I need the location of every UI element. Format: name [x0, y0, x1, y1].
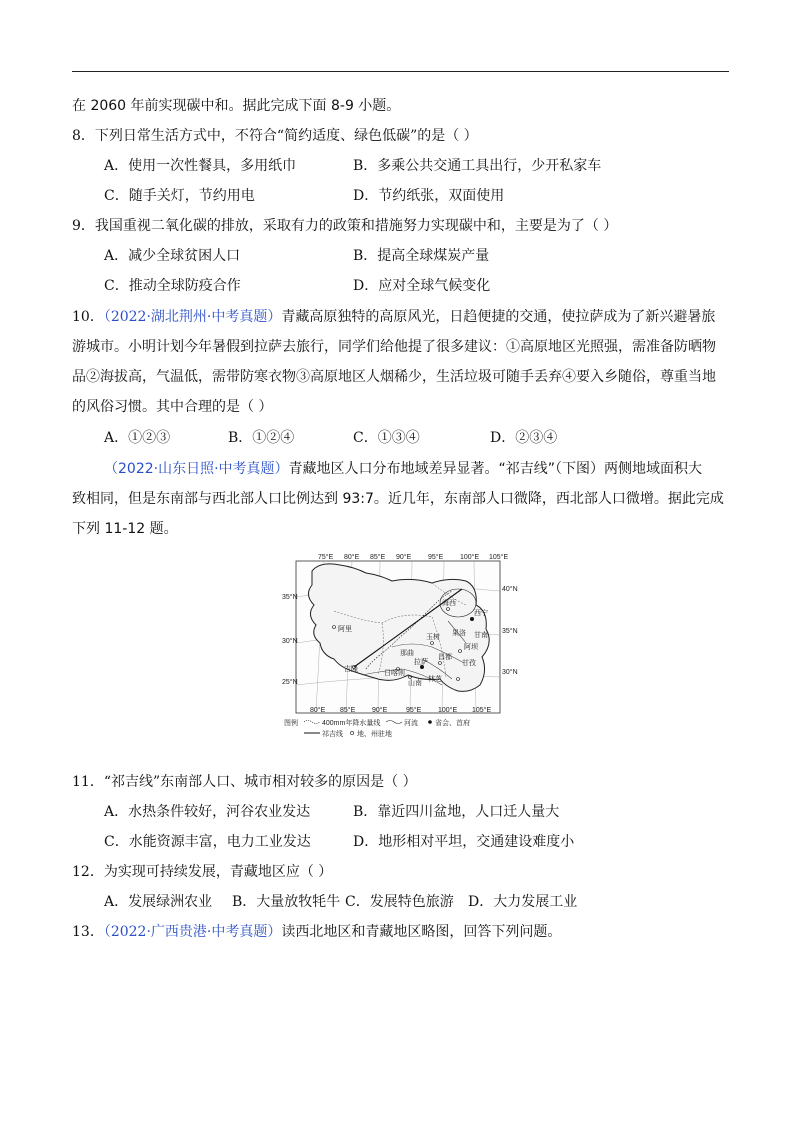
question-8-option-c: C．随手关灯，节约用电	[104, 188, 255, 204]
place-label: 西宁	[474, 610, 488, 617]
top-lon-label: 100°E	[460, 554, 480, 561]
bottom-lon-label: 95°E	[406, 707, 422, 714]
question-8-option-d: D．节约纸张，双面使用	[353, 188, 505, 204]
legend-prefecture-label: 地、州驻地	[357, 731, 392, 737]
legend-prefecture-symbol	[350, 731, 353, 734]
question-10-stem-3: 品②海拔高，气温低，需带防寒衣物③高原地区人烟稀少，生活垃圾可随手丢弃④要入乡随俗，尊重当地	[72, 369, 716, 385]
bottom-lon-label: 80°E	[310, 707, 326, 714]
question-9-option-d: D．应对全球气候变化	[353, 278, 491, 294]
question-10-option-c: C．①③④	[353, 430, 420, 446]
question-10-first-line	[72, 307, 715, 327]
intro-text: 在 2060 年前实现碳中和。据此完成下面 8-9 小题。	[72, 98, 401, 114]
question-10-stem-4: 的风俗习惯。其中合理的是（ ）	[72, 399, 273, 415]
place-label: 林芝	[428, 676, 442, 683]
question-9-option-c: C．推动全球防疫合作	[104, 278, 241, 294]
question-10-stem-1: 青藏高原独特的高原风光，日趋便捷的交通，使拉萨成为了新兴避暑旅	[281, 309, 716, 325]
passage-first-line	[104, 459, 702, 479]
left-lat-label: 25°N	[282, 679, 298, 686]
legend-river-label: 河流	[404, 720, 418, 727]
passage-text-1: 青藏地区人口分布地域差异显著。“祁吉线”（下图）两侧地域面积大	[288, 461, 703, 477]
top-lon-label: 95°E	[428, 554, 444, 561]
qinghai-tibet-map	[282, 551, 520, 737]
question-13-line	[72, 922, 561, 942]
question-11-option-a: A．水热条件较好，河谷农业发达	[104, 804, 311, 820]
question-12-option-a: A．发展绿洲农业	[104, 894, 213, 910]
question-9-option-a: A．减少全球贫困人口	[104, 248, 241, 264]
legend-qiji-label: 祁吉线	[322, 731, 343, 737]
bottom-lon-label: 100°E	[438, 707, 458, 714]
bottom-lon-label: 85°E	[340, 707, 356, 714]
place-label: 甘孜	[462, 660, 476, 667]
question-11-option-c: C．水能资源丰富，电力工业发达	[104, 834, 311, 850]
legend-title: 图例	[284, 720, 298, 727]
question-8-option-a: A．使用一次性餐具，多用纸巾	[104, 158, 297, 174]
question-10-option-d: D．②③④	[490, 430, 558, 446]
question-9-stem: 9．我国重视二氧化碳的排放，采取有力的政策和措施努力实现碳中和，主要是为了（ ）	[72, 218, 618, 234]
question-9-option-b: B．提高全球煤炭产量	[353, 248, 490, 264]
question-8-option-b: B．多乘公共交通工具出行，少开私家车	[353, 158, 602, 174]
left-lat-label: 30°N	[282, 638, 298, 645]
place-label: 海西	[442, 600, 456, 607]
legend-precip-symbol	[304, 721, 320, 724]
place-label: 拉萨	[414, 659, 428, 666]
passage-source: （2022·山东日照·中考真题）	[104, 461, 289, 477]
top-lon-label: 75°E	[318, 554, 334, 561]
question-11-stem: 11．“祁吉线”东南部人口、城市相对较多的原因是（ ）	[72, 774, 417, 790]
left-lat-label: 35°N	[282, 594, 298, 601]
place-label: 吉隆	[344, 666, 358, 673]
place-label: 甘南	[474, 632, 488, 639]
question-12-option-c: C．发展特色旅游	[345, 894, 454, 910]
top-lon-label: 105°E	[489, 554, 509, 561]
question-8-stem: 8．下列日常生活方式中，不符合“简约适度、绿色低碳”的是（ ）	[72, 128, 478, 144]
question-13-source: （2022·广西贵港·中考真题）	[103, 924, 282, 940]
passage-text-3: 下列 11-12 题。	[72, 521, 178, 537]
bottom-lon-label: 90°E	[372, 707, 388, 714]
right-lat-label: 30°N	[502, 669, 518, 676]
question-13-stem: 读西北地区和青藏地区略图，回答下列问题。	[281, 924, 562, 940]
map-legend	[284, 718, 470, 737]
capital-marker	[470, 617, 474, 621]
place-label: 日喀则	[384, 670, 405, 677]
question-10-option-a: A．①②③	[104, 430, 171, 446]
place-label: 昌都	[438, 654, 452, 661]
bottom-lon-label: 105°E	[472, 707, 492, 714]
question-10-source: （2022·湖北荆州·中考真题）	[103, 309, 282, 325]
question-10-number: 10．	[72, 309, 104, 325]
question-12-option-d: D．大力发展工业	[468, 894, 578, 910]
right-lat-label: 40°N	[502, 586, 518, 593]
question-12-option-b: B．大量放牧牦牛	[232, 894, 341, 910]
place-label: 山南	[408, 680, 422, 687]
question-10-stem-2: 游城市。小明计划今年暑假到拉萨去旅行，同学们给他提了很多建议：①高原地区光照强，需准备防晒物	[72, 339, 716, 355]
question-13-number: 13．	[72, 924, 104, 940]
place-label: 果洛	[452, 630, 466, 637]
question-10-option-b: B．①②④	[228, 430, 295, 446]
top-lon-label: 90°E	[396, 554, 412, 561]
question-11-option-b: B．靠近四川盆地，人口迁人量大	[353, 804, 560, 820]
question-11-option-d: D．地形相对平坦，交通建设难度小	[353, 834, 575, 850]
right-lat-label: 35°N	[502, 628, 518, 635]
header-rule	[72, 71, 729, 72]
place-label: 阿里	[338, 626, 352, 633]
legend-capital-label: 省会、首府	[435, 720, 470, 727]
top-lon-label: 80°E	[344, 554, 360, 561]
question-12-stem: 12．为实现可持续发展，青藏地区应（ ）	[72, 864, 333, 880]
passage-text-2: 致相同，但是东南部与西北部人口比例达到 93:7。近几年，东南部人口微降，西北部人口微增。据此完成	[72, 491, 724, 507]
legend-river-symbol	[386, 721, 402, 724]
legend-precip-label: 400mm年降水量线	[322, 720, 381, 727]
map-svg	[282, 551, 520, 737]
top-lon-label: 85°E	[370, 554, 386, 561]
place-label: 玉树	[426, 634, 440, 641]
place-label: 阿坝	[464, 644, 478, 651]
place-label: 那曲	[400, 650, 414, 657]
legend-capital-symbol	[428, 720, 432, 724]
